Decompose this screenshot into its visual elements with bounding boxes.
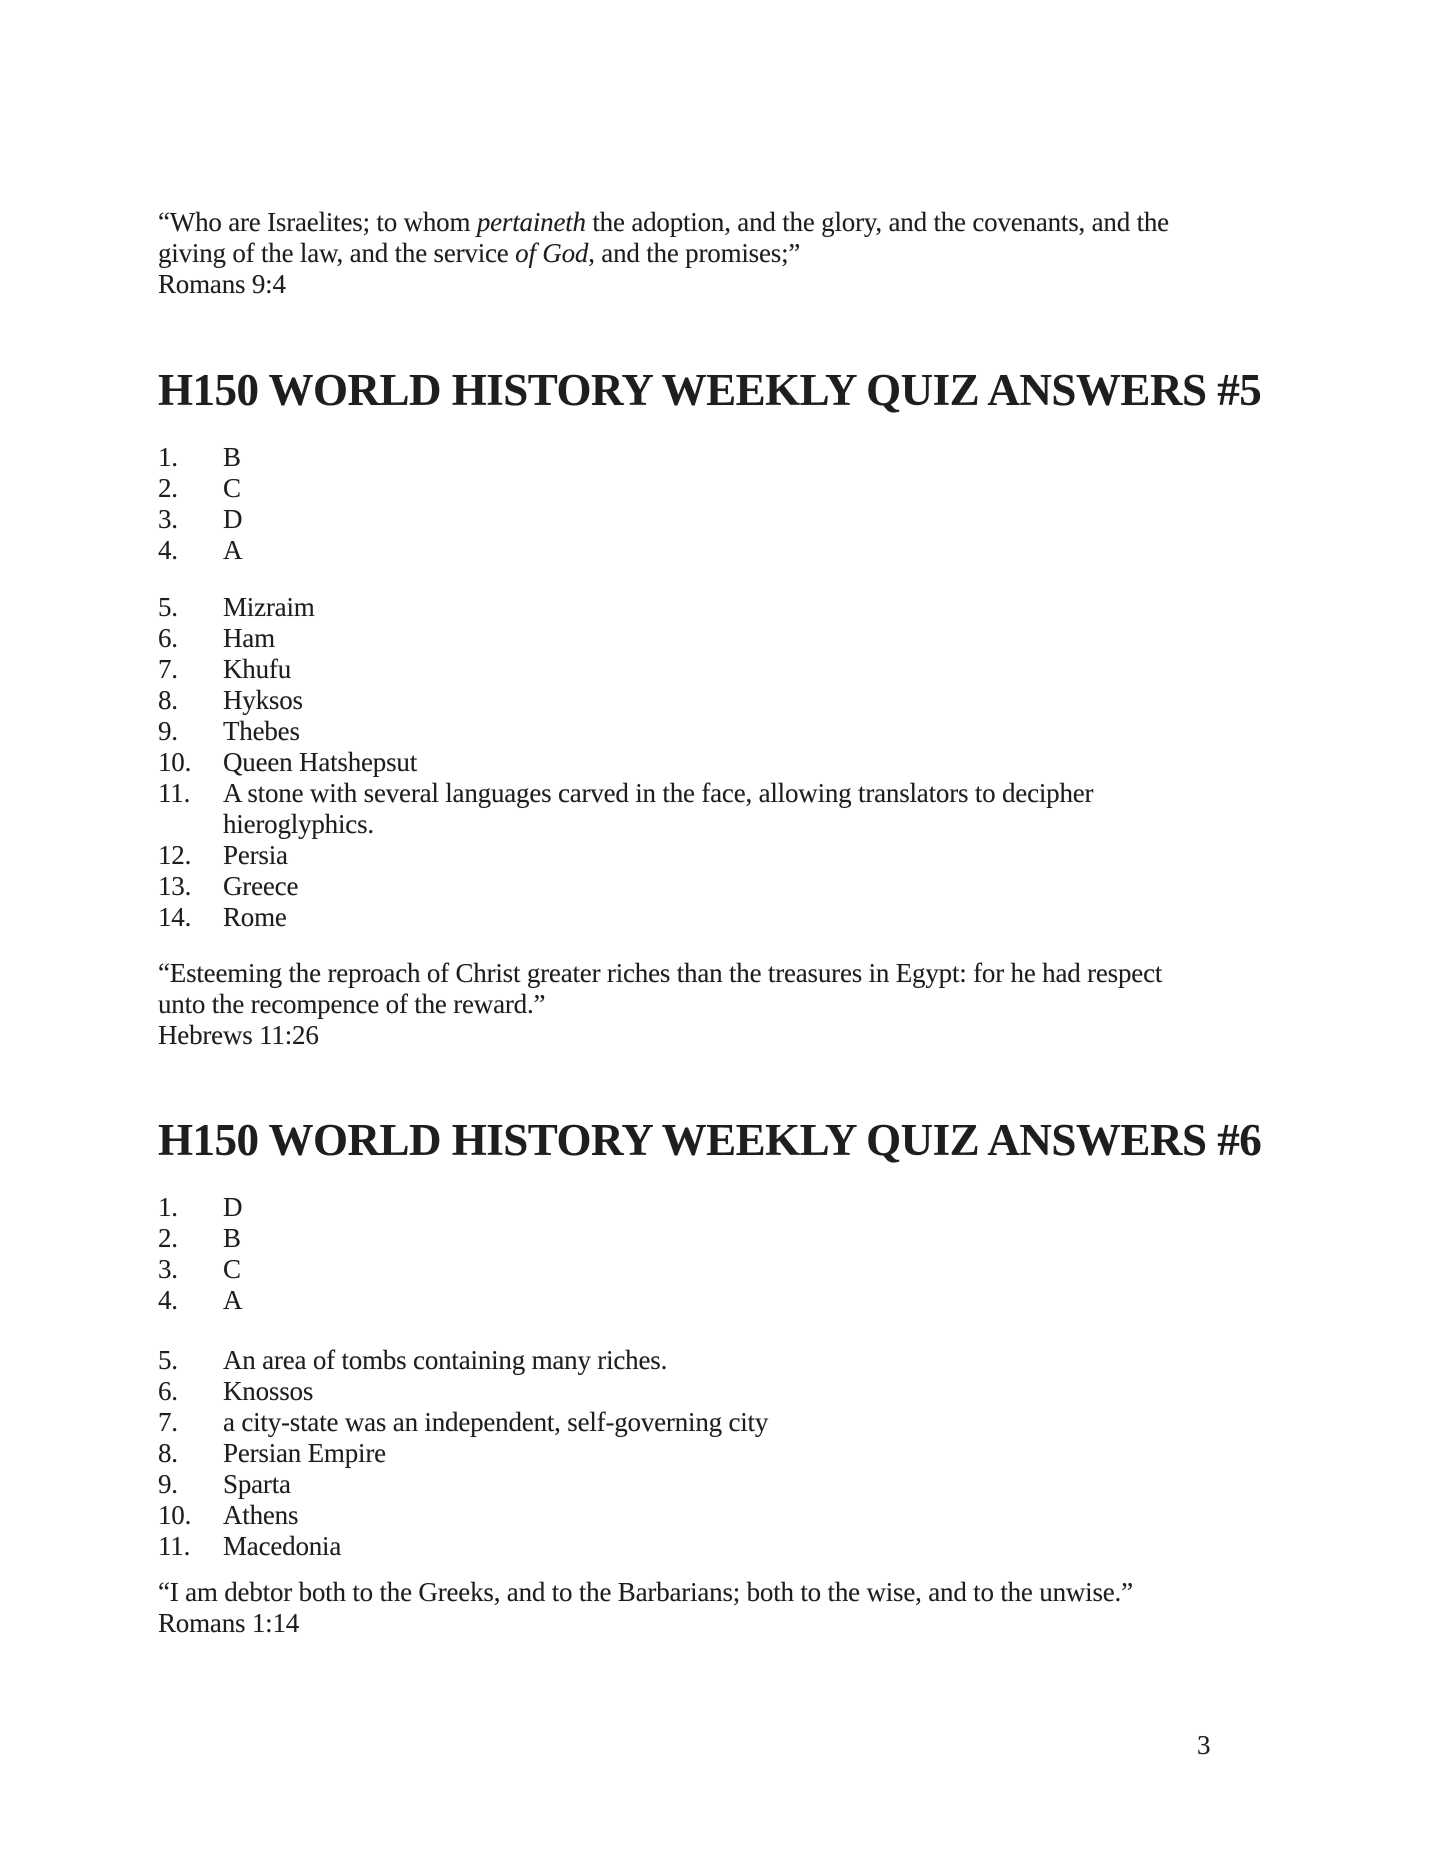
list-item [158,1500,768,1531]
item-answer: Rome [223,902,287,932]
item-number: 8. [158,1438,178,1468]
item-answer: Greece [223,871,299,901]
item-answer: C [223,1254,241,1284]
item-answer: D [223,504,243,534]
quote-text: , and the promises;” [588,238,801,268]
item-number: 10. [158,747,192,777]
quote-text: the adoption, and the glory, and the covenants, and the [585,207,1169,237]
item-answer: C [223,473,241,503]
list-item [158,1285,242,1316]
item-number: 2. [158,1223,178,1253]
list-item [158,747,1093,778]
item-answer: B [223,442,241,472]
scripture-reference: Romans 9:4 [158,269,286,299]
item-number: 6. [158,623,178,653]
item-number: 4. [158,1285,178,1315]
quote-text-italic: of God [515,238,589,268]
item-answer: Macedonia [223,1531,342,1561]
scripture-reference: Hebrews 11:26 [158,1020,319,1050]
item-answer: Hyksos [223,685,303,715]
scripture-quote-top [158,207,1169,300]
list-item [158,1345,768,1376]
list-item [158,1223,242,1254]
quiz5-title: H150 WORLD HISTORY WEEKLY QUIZ ANSWERS #5 [158,365,1262,415]
list-item [158,1469,768,1500]
quote-line: unto the recompence of the reward.” [158,989,546,1019]
item-answer: Mizraim [223,592,315,622]
list-item [158,778,1093,840]
item-number: 9. [158,1469,178,1499]
scripture-reference: Romans 1:14 [158,1608,300,1638]
list-item [158,473,242,504]
list-item [158,902,1093,933]
item-answer: D [223,1192,243,1222]
list-item [158,504,242,535]
quote-text-italic: pertaineth [476,207,586,237]
item-answer: Athens [223,1500,299,1530]
item-answer: Queen Hatshepsut [223,747,418,777]
scripture-quote-bottom [158,1577,1133,1639]
item-answer [223,778,1093,840]
item-answer: Khufu [223,654,291,684]
item-answer: A [223,535,243,565]
quote-line: “I am debtor both to the Greeks, and to the Barbarians; both to the wise, and to the unwise.” [158,1577,1133,1607]
item-answer: Persian Empire [223,1438,386,1468]
list-item [158,1376,768,1407]
item-number: 7. [158,1407,178,1437]
page-number: 3 [1197,1730,1211,1760]
quote-line: “Esteeming the reproach of Christ greater riches than the treasures in Egypt: for he had respect [158,958,1163,988]
item-number: 4. [158,535,178,565]
item-answer: B [223,1223,241,1253]
quiz5-short-answer-list [158,592,1093,933]
list-item [158,1531,768,1562]
quote-line [158,238,1169,269]
quiz5-multiple-choice-list [158,442,242,566]
item-number: 14. [158,902,192,932]
list-item [158,654,1093,685]
list-item [158,535,242,566]
item-number: 1. [158,1192,178,1222]
quote-text: giving of the law, and the service [158,238,516,268]
list-item [158,716,1093,747]
list-item [158,1254,242,1285]
quiz6-short-answer-list [158,1345,768,1562]
list-item [158,1438,768,1469]
item-answer: Knossos [223,1376,314,1406]
item-number: 3. [158,504,178,534]
item-number: 5. [158,592,178,622]
item-answer: Ham [223,623,275,653]
item-number: 13. [158,871,192,901]
item-answer: Persia [223,840,288,870]
list-item [158,442,242,473]
item-number: 3. [158,1254,178,1284]
item-answer: An area of tombs containing many riches. [223,1345,668,1375]
quote-text: “Who are Israelites; to whom [158,207,477,237]
list-item [158,592,1093,623]
item-answer: Sparta [223,1469,291,1499]
scripture-quote-middle [158,958,1162,1051]
list-item [158,685,1093,716]
item-number: 11. [158,778,191,808]
item-number: 5. [158,1345,178,1375]
list-item [158,840,1093,871]
item-answer: a city-state was an independent, self-governing city [223,1407,769,1437]
item-number: 9. [158,716,178,746]
quiz6-multiple-choice-list [158,1192,242,1316]
item-number: 10. [158,1500,192,1530]
item-number: 7. [158,654,178,684]
quiz6-title: H150 WORLD HISTORY WEEKLY QUIZ ANSWERS #6 [158,1115,1262,1165]
item-number: 6. [158,1376,178,1406]
item-number: 2. [158,473,178,503]
item-number: 1. [158,442,178,472]
item-number: 11. [158,1531,191,1561]
item-answer-line1: A stone with several languages carved in the face, allowing translators to decipher [223,778,1094,808]
item-number: 8. [158,685,178,715]
quote-line [158,207,1169,238]
list-item [158,1192,242,1223]
item-answer-line2: hieroglyphics. [223,809,374,839]
item-number: 12. [158,840,192,870]
list-item [158,623,1093,654]
item-answer: Thebes [223,716,300,746]
item-answer: A [223,1285,243,1315]
list-item [158,1407,768,1438]
list-item [158,871,1093,902]
